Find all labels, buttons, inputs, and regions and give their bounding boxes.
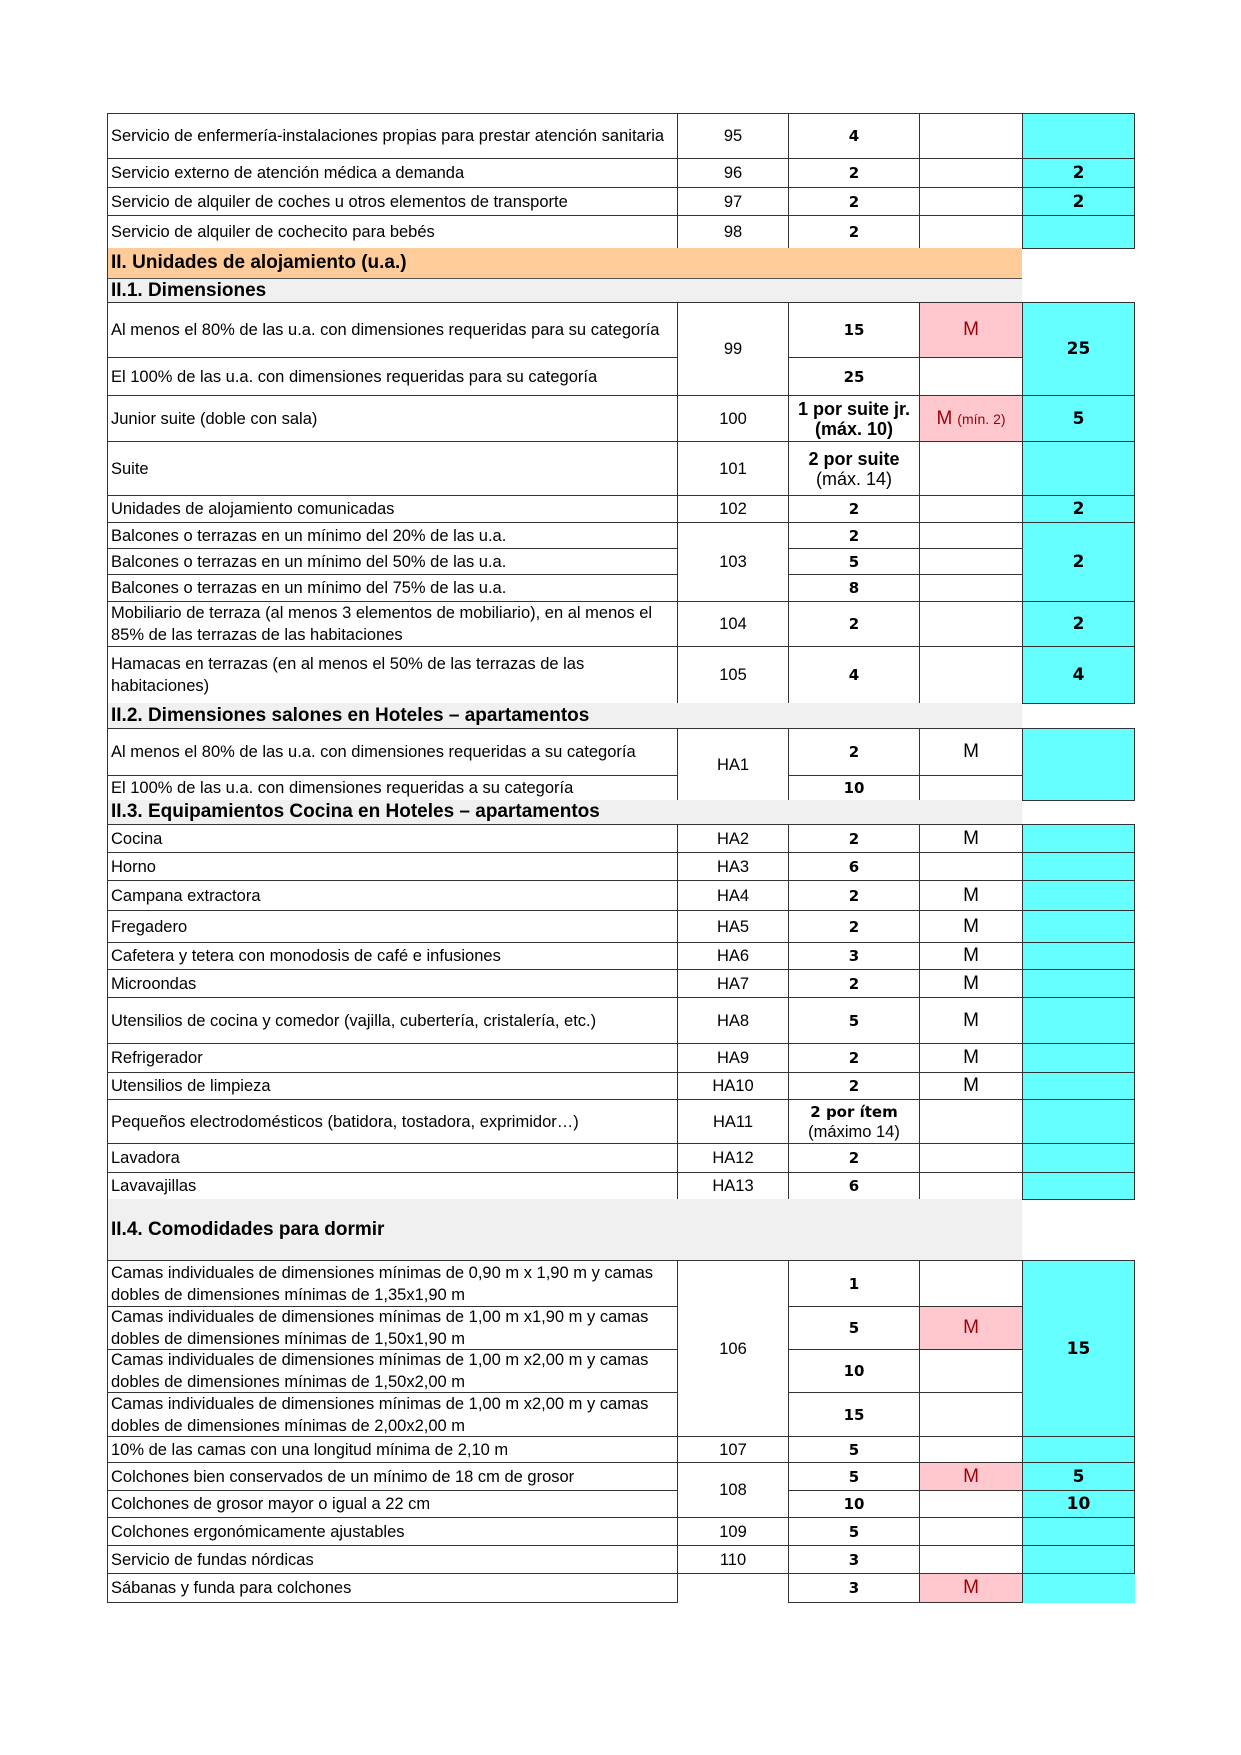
description-cell: Colchones bien conservados de un mínimo de 18 cm de grosor: [107, 1462, 678, 1491]
score-cell: [1022, 1043, 1135, 1073]
mandatory-cell: [919, 395, 1023, 442]
mandatory-cell: [919, 1392, 1023, 1437]
mandatory-cell: [919, 1099, 1023, 1144]
mandatory-cell: [919, 646, 1023, 704]
description-cell: Servicio de alquiler de cochecito para bebés: [107, 215, 678, 249]
mandatory-cell: [919, 1490, 1023, 1518]
mandatory-cell: [919, 1517, 1023, 1546]
points-cell: 4: [788, 646, 920, 704]
code-cell: 96: [677, 158, 789, 188]
code-cell: 105: [677, 646, 789, 704]
mandatory-cell: M: [919, 728, 1023, 776]
code-cell: HA5: [677, 910, 789, 943]
points-cell: 6: [788, 852, 920, 881]
score-cell: [1022, 1172, 1135, 1200]
score-cell: [1022, 1099, 1135, 1144]
mandatory-cell: [919, 601, 1023, 647]
points-cell: [788, 1099, 920, 1144]
points-cell: 2: [788, 522, 920, 549]
points-cell: 2: [788, 1143, 920, 1173]
description-cell: Hamacas en terrazas (en al menos el 50% de las terrazas de las habitaciones): [107, 646, 678, 704]
description-cell: Servicio de fundas nórdicas: [107, 1545, 678, 1574]
mandatory-cell: [919, 113, 1023, 159]
points-cell: 5: [788, 1436, 920, 1463]
description-cell: Junior suite (doble con sala): [107, 395, 678, 442]
code-cell: HA7: [677, 969, 789, 998]
code-cell: 97: [677, 187, 789, 216]
score-cell: [1022, 852, 1135, 881]
description-cell: Lavavajillas: [107, 1172, 678, 1200]
code-cell: 98: [677, 215, 789, 249]
score-cell: [1022, 1072, 1135, 1100]
score-cell: 5: [1022, 1462, 1135, 1491]
code-cell: 107: [677, 1436, 789, 1463]
score-cell: 2: [1022, 158, 1135, 188]
score-cell: 4: [1022, 646, 1135, 704]
score-cell: 10: [1022, 1490, 1135, 1518]
points-main: 2 por ítem: [810, 1102, 898, 1121]
points-note: (máximo 14): [808, 1122, 900, 1141]
code-cell: HA10: [677, 1072, 789, 1100]
points-cell: 8: [788, 574, 920, 602]
points-note: (máx. 14): [815, 468, 893, 489]
mandatory-note: (mín. 2): [957, 410, 1006, 427]
code-cell: 100: [677, 395, 789, 442]
mandatory-cell: M: [919, 997, 1023, 1044]
mandatory-cell: [919, 1349, 1023, 1393]
points-cell: 2: [788, 158, 920, 188]
points-cell: 2: [788, 910, 920, 943]
subsection-header: II.4. Comodidades para dormir: [107, 1199, 1022, 1260]
points-cell: 2: [788, 1043, 920, 1073]
subsection-header: II.2. Dimensiones salones en Hoteles – apartamentos: [107, 703, 1022, 728]
mandatory-cell: M: [919, 1043, 1023, 1073]
description-cell: Cocina: [107, 824, 678, 853]
mandatory-cell: [919, 1436, 1023, 1463]
description-cell: Fregadero: [107, 910, 678, 943]
description-cell: Camas individuales de dimensiones mínimas de 0,90 m x 1,90 m y camas dobles de dimensiones mínimas de 1,35x1,90 m: [107, 1260, 678, 1307]
mandatory-cell: [919, 548, 1023, 575]
score-cell: [1022, 113, 1135, 159]
score-cell: [1022, 942, 1135, 970]
description-cell: Horno: [107, 852, 678, 881]
points-cell: 5: [788, 997, 920, 1044]
code-cell: 110: [677, 1545, 789, 1574]
points-cell: 3: [788, 1545, 920, 1574]
score-cell: [1022, 969, 1135, 998]
mandatory-cell: M: [919, 1072, 1023, 1100]
code-cell: HA6: [677, 942, 789, 970]
description-cell: Servicio de alquiler de coches u otros elementos de transporte: [107, 187, 678, 216]
mandatory-cell: M: [919, 910, 1023, 943]
mandatory-cell: M: [919, 880, 1023, 911]
mandatory-cell: [919, 357, 1023, 396]
description-cell: Sábanas y funda para colchones: [107, 1573, 678, 1603]
points-cell: 3: [788, 1573, 920, 1603]
points-cell: 15: [788, 302, 920, 358]
code-cell: HA12: [677, 1143, 789, 1173]
points-cell: 2: [788, 495, 920, 523]
score-cell: 25: [1022, 302, 1135, 396]
points-cell: 15: [788, 1392, 920, 1437]
description-cell: Campana extractora: [107, 880, 678, 911]
points-cell: 25: [788, 357, 920, 396]
points-cell: [788, 441, 920, 496]
mandatory-cell: M: [919, 1462, 1023, 1491]
mandatory-cell: [919, 1260, 1023, 1307]
points-cell: 10: [788, 1349, 920, 1393]
points-cell: 2: [788, 880, 920, 911]
description-cell: 10% de las camas con una longitud mínima de 2,10 m: [107, 1436, 678, 1463]
points-cell: [788, 395, 920, 442]
mandatory-cell: [919, 187, 1023, 216]
score-cell: [1022, 1573, 1135, 1603]
points-cell: 2: [788, 215, 920, 249]
score-cell: 2: [1022, 187, 1135, 216]
code-cell: HA13: [677, 1172, 789, 1200]
mandatory-cell: [919, 1172, 1023, 1200]
description-cell: Refrigerador: [107, 1043, 678, 1073]
description-cell: Pequeños electrodomésticos (batidora, tostadora, exprimidor…): [107, 1099, 678, 1144]
points-cell: 4: [788, 113, 920, 159]
score-cell: [1022, 824, 1135, 853]
description-cell: Microondas: [107, 969, 678, 998]
code-cell: 102: [677, 495, 789, 523]
points-main: 1 por suite jr.: [797, 398, 911, 419]
mandatory-cell: [919, 441, 1023, 496]
score-cell: [1022, 997, 1135, 1044]
code-cell: 95: [677, 113, 789, 159]
score-cell: 15: [1022, 1260, 1135, 1437]
mandatory-cell: M: [919, 942, 1023, 970]
description-cell: Mobiliario de terraza (al menos 3 elementos de mobiliario), en al menos el 85% de las terrazas de las habitaciones: [107, 601, 678, 647]
score-cell: [1022, 728, 1135, 801]
score-cell: 2: [1022, 522, 1135, 602]
subsection-header: II.3. Equipamientos Cocina en Hoteles – apartamentos: [107, 800, 1022, 824]
description-cell: Suite: [107, 441, 678, 496]
code-cell: 101: [677, 441, 789, 496]
description-cell: El 100% de las u.a. con dimensiones requeridas para su categoría: [107, 357, 678, 396]
mandatory-cell: M: [919, 1573, 1023, 1603]
description-cell: Balcones o terrazas en un mínimo del 75% de las u.a.: [107, 574, 678, 602]
description-cell: El 100% de las u.a. con dimensiones requeridas a su categoría: [107, 775, 678, 801]
code-cell: HA2: [677, 824, 789, 853]
description-cell: Cafetera y tetera con monodosis de café e infusiones: [107, 942, 678, 970]
mandatory-cell: [919, 1143, 1023, 1173]
points-cell: 2: [788, 1072, 920, 1100]
score-cell: [1022, 1436, 1135, 1463]
score-cell: 5: [1022, 395, 1135, 442]
mandatory-cell: M: [919, 1306, 1023, 1350]
score-cell: [1022, 1517, 1135, 1546]
points-cell: 5: [788, 1462, 920, 1491]
code-cell: HA11: [677, 1099, 789, 1144]
mandatory-cell: [919, 522, 1023, 549]
points-cell: 10: [788, 775, 920, 801]
score-cell: [1022, 441, 1135, 496]
description-cell: Camas individuales de dimensiones mínimas de 1,00 m x2,00 m y camas dobles de dimensiones mínimas de 2,00x2,00 m: [107, 1392, 678, 1437]
mandatory-mark: M: [936, 407, 953, 429]
description-cell: Utensilios de cocina y comedor (vajilla, cubertería, cristalería, etc.): [107, 997, 678, 1044]
code-cell: HA1: [677, 728, 789, 801]
points-cell: 6: [788, 1172, 920, 1200]
mandatory-cell: [919, 495, 1023, 523]
score-cell: [1022, 1545, 1135, 1574]
points-main: 2 por suite: [808, 448, 900, 469]
points-cell: 2: [788, 824, 920, 853]
points-cell: 1: [788, 1260, 920, 1307]
mandatory-cell: M: [919, 824, 1023, 853]
description-cell: Camas individuales de dimensiones mínimas de 1,00 m x1,90 m y camas dobles de dimensiones mínimas de 1,50x1,90 m: [107, 1306, 678, 1350]
mandatory-cell: [919, 574, 1023, 602]
description-cell: Al menos el 80% de las u.a. con dimensiones requeridas a su categoría: [107, 728, 678, 776]
subsection-header: II.1. Dimensiones: [107, 279, 1022, 302]
code-cell: HA3: [677, 852, 789, 881]
mandatory-cell: [919, 1545, 1023, 1574]
description-cell: Utensilios de limpieza: [107, 1072, 678, 1100]
description-cell: Balcones o terrazas en un mínimo del 50% de las u.a.: [107, 548, 678, 575]
mandatory-cell: [919, 158, 1023, 188]
points-cell: 5: [788, 548, 920, 575]
description-cell: Lavadora: [107, 1143, 678, 1173]
code-cell: 104: [677, 601, 789, 647]
points-cell: 5: [788, 1306, 920, 1350]
points-note: (máx. 10): [814, 418, 894, 439]
code-cell: 108: [677, 1462, 789, 1518]
points-cell: 3: [788, 942, 920, 970]
code-cell: HA8: [677, 997, 789, 1044]
code-cell: HA4: [677, 880, 789, 911]
description-cell: Al menos el 80% de las u.a. con dimensiones requeridas para su categoría: [107, 302, 678, 358]
score-cell: [1022, 880, 1135, 911]
score-cell: [1022, 215, 1135, 249]
code-cell: 109: [677, 1517, 789, 1546]
points-cell: 5: [788, 1517, 920, 1546]
description-cell: Colchones de grosor mayor o igual a 22 cm: [107, 1490, 678, 1518]
description-cell: Colchones ergonómicamente ajustables: [107, 1517, 678, 1546]
points-cell: 10: [788, 1490, 920, 1518]
description-cell: Balcones o terrazas en un mínimo del 20% de las u.a.: [107, 522, 678, 549]
mandatory-cell: [919, 775, 1023, 801]
points-cell: 2: [788, 187, 920, 216]
mandatory-cell: M: [919, 302, 1023, 358]
code-cell: 106: [677, 1260, 789, 1437]
mandatory-cell: [919, 852, 1023, 881]
points-cell: 2: [788, 969, 920, 998]
score-cell: 2: [1022, 601, 1135, 647]
code-cell: [678, 1573, 788, 1602]
description-cell: Camas individuales de dimensiones mínimas de 1,00 m x2,00 m y camas dobles de dimensiones mínimas de 1,50x2,00 m: [107, 1349, 678, 1393]
score-cell: [1022, 910, 1135, 943]
points-cell: 2: [788, 728, 920, 776]
section-header: II. Unidades de alojamiento (u.a.): [107, 248, 1022, 279]
mandatory-cell: M: [919, 969, 1023, 998]
code-cell: 99: [677, 302, 789, 396]
code-cell: 103: [677, 522, 789, 602]
score-cell: 2: [1022, 495, 1135, 523]
mandatory-cell: [919, 215, 1023, 249]
description-cell: Servicio de enfermería-instalaciones propias para prestar atención sanitaria: [107, 113, 678, 159]
points-cell: 2: [788, 601, 920, 647]
description-cell: Unidades de alojamiento comunicadas: [107, 495, 678, 523]
code-cell: HA9: [677, 1043, 789, 1073]
score-cell: [1022, 1143, 1135, 1173]
description-cell: Servicio externo de atención médica a demanda: [107, 158, 678, 188]
